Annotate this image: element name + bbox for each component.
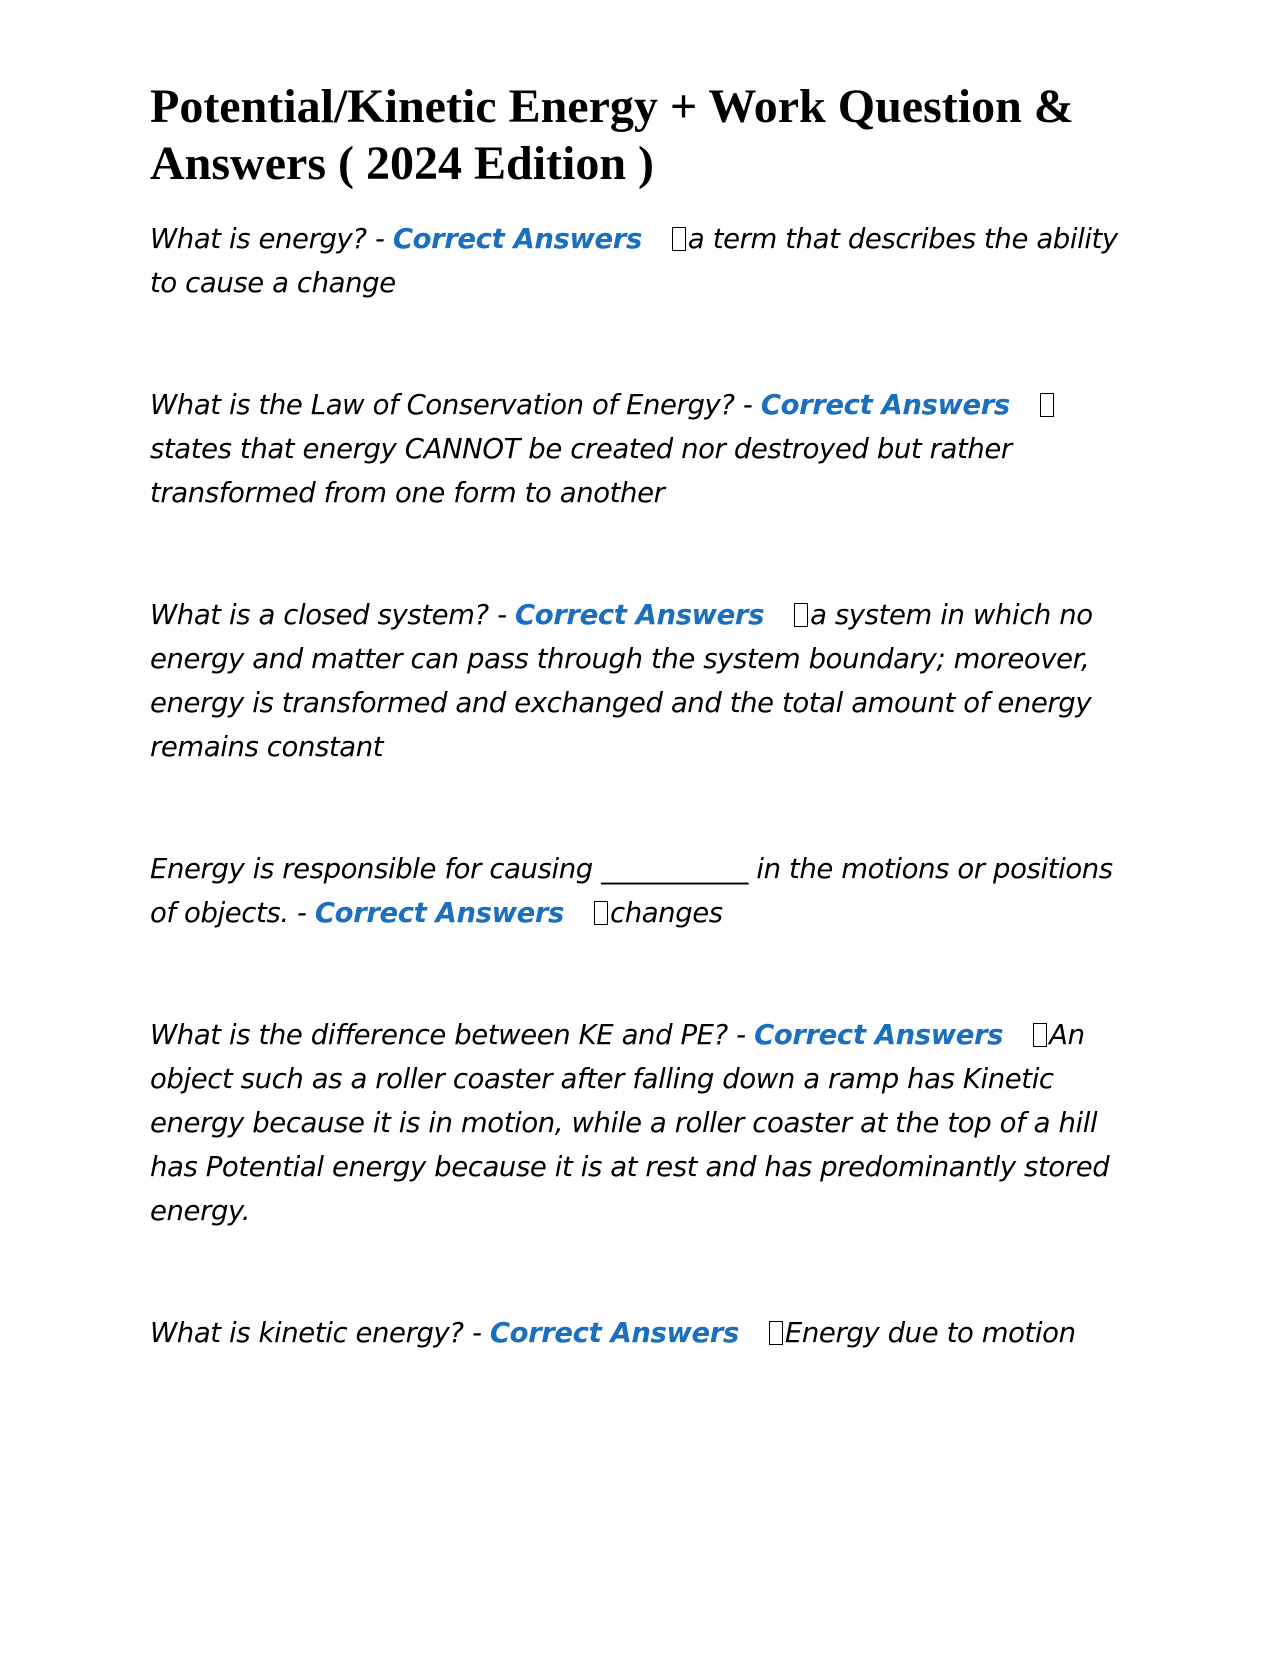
separator: - [463, 1317, 490, 1349]
separator: - [366, 223, 393, 255]
answer-text: An object such as a roller coaster after falling down a ramp has Kinetic energy because it is in motion, while a roller coaster at the top of a hill has Potential energy because it is at rest and has predominantly stored energy. [150, 1019, 1110, 1227]
correct-answers-label: Correct Answers [514, 599, 765, 631]
document-title: Potential/Kinetic Energy + Work Question & Answers ( 2024 Edition ) [150, 80, 1074, 190]
question-text: What is kinetic energy? [150, 1317, 464, 1349]
qa-item [150, 217, 1130, 305]
document-page [150, 0, 1130, 1433]
separator: - [734, 389, 761, 421]
correct-answers-label: Correct Answers [754, 1019, 1004, 1051]
answer-text: a term that describes the ability to cause a change [150, 223, 1118, 299]
empty-box-icon [594, 901, 608, 925]
separator: - [488, 599, 515, 631]
correct-answers-label: Correct Answers [489, 1317, 739, 1349]
separator: - [288, 897, 315, 929]
question-text: What is the difference between KE and PE? [150, 1019, 728, 1051]
answer-text: Energy due to motion [784, 1317, 1076, 1349]
question-text: What is energy? [150, 223, 367, 255]
qa-item [150, 847, 1130, 935]
question-text: Energy is responsible for causing ___________ in the motions or positions of objects. [150, 853, 1113, 929]
correct-answers-label: Correct Answers [314, 897, 564, 929]
qa-item [150, 383, 1130, 515]
correct-answers-label: Correct Answers [760, 389, 1010, 421]
question-text: What is the Law of Conservation of Energy? [150, 389, 735, 421]
separator: - [727, 1019, 755, 1051]
qa-item [150, 1013, 1130, 1233]
question-text: What is a closed system? [150, 599, 489, 631]
qa-item [150, 1311, 1130, 1355]
empty-box-icon [794, 603, 808, 627]
answer-text: changes [609, 897, 723, 929]
qa-item [150, 593, 1130, 769]
qa-list [150, 217, 1130, 1355]
answer-text: states that energy CANNOT be created nor destroyed but rather transformed from one form to another [150, 433, 1012, 509]
empty-box-icon [1040, 393, 1054, 417]
correct-answers-label: Correct Answers [392, 223, 642, 255]
answer-text: a system in which no energy and matter can pass through the system boundary; moreover, energy is transformed and exchanged and the total amount of energy remains constant [150, 599, 1093, 763]
empty-box-icon [1033, 1023, 1047, 1047]
empty-box-icon [672, 227, 686, 251]
empty-box-icon [769, 1321, 783, 1345]
